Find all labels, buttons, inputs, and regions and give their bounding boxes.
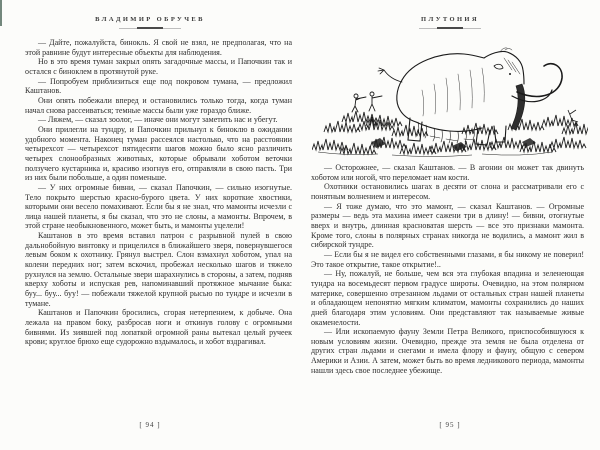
paragraph: Каштанов и Папочкин бросились, сгорая нетерпением, к добыче. Она лежала на правом боку, разбросав ноги и откинув голову с огромными бивнями. Из зиявшей под лопаткой огромной раны вытекал целый ручеек крови; круглое брюхо еще судорожно вздымалось, и хобот вздрагивал. [25, 308, 292, 347]
paragraph: — Если бы я не видел его собственными глазами, я бы никому не поверил! Это такое открытие, такое открытие!.. [311, 249, 584, 269]
paragraph: Но в это время туман закрыл опять загадочные массы, и Папочкин так и остался с биноклем в протянутой руке. [25, 57, 292, 76]
paragraph: Каштанов в это время вставил патрон с разрывной пулей в свою дальнобойную винтовку и прицелился в ближайшего зверя, повернувшегося левым боком к охотнику. Грянул выстрел. Слон взмахнул хоботом, упал на колени передних ног; затем вскочил, пробежал несколько шагов и тяжело рухнулся на землю. Остальные звери шарахнулись в стороны, а затем, подняв кверху хоботы и испуская рев, напоминавший протяжное мычание быка: буу... буу... буу! — побежали тяжелой крупной рысью по тундре и исчезли в тумане. [25, 231, 292, 308]
paragraph: — Дайте, пожалуйста, бинокль. Я свой не взял, не предполагая, что на этой равнине будут интересные объекты для наблюдения. [25, 38, 292, 57]
paragraph: — Ну, пожалуй, не больше, чем вся эта глубокая впадина и зеленеющая тундра на восемьдесят первом градусе широты. Очевидно, на этом полярном материке, совершенно отрезанном льдами от остальных стран нашей планеты и обладающем непонятно мягким климатом, мамонты сохранились до наших дней благодаря этим условиям. Они представляют так называемые живые окаменелости. [311, 269, 584, 327]
header-rule [119, 27, 181, 30]
header-rule-thick [437, 27, 463, 29]
right-page [300, 0, 600, 450]
paragraph: — У них огромные бивни, — сказал Папочкин, — сильно изогнутые. Тело покрыто шерстью красно-бурого цвета. У них короткие хвостики, которыми они весело помахивают. Если бы я не знал, что мамонты исчезли с лица нашей планеты, я бы сказал, что это не слоны, а мамонты. Впрочем, в этой стране необыкновенного, может быть, и мамонты уцелели! [25, 182, 292, 231]
header-rule-thick [137, 27, 163, 29]
paragraph: Охотники остановились шагах в десяти от слона и рассматривали его с понятным волнением и интересом. [311, 182, 584, 201]
running-head-title: ПЛУТОНИЯ [421, 16, 479, 23]
mammoth [378, 48, 562, 145]
paragraph: Они опять побежали вперед и остановились только тогда, когда туман начал снова рассеиваться; темные массы были уже гораздо ближе. [25, 95, 292, 115]
right-text-column [311, 163, 584, 375]
running-head-author: ВЛАДИМИР ОБРУЧЕВ [95, 16, 205, 23]
paragraph: — Ляжем, — сказал зоолог, — иначе они могут заметить нас и убегут. [38, 115, 278, 125]
paragraph: — Попробуем приблизиться еще под покровом тумана, — предложил Каштанов. [25, 76, 292, 96]
paragraph: — Осторожнее, — сказал Каштанов. — В агонии он может так двинуть хоботом или ногой, что переломает нам кости. [311, 163, 584, 182]
paragraph: — Я тоже думаю, что это мамонт, — сказал Каштанов. — Огромные размеры — ведь эта махина имеет сажени три в длину! — бивни, отогнутые вверх и внутрь, длинная красноватая шерсть — все это признаки мамонта. Кроме того, слоны в полярных странах никогда не водились, а мамонт жил в сибирской тундре. [311, 201, 584, 250]
page-number-right: [ 95 ] [439, 421, 461, 429]
paragraph: Они прилегли на тундру, и Папочкин прильнул к биноклю в ожидании удобного момента. Наконец туман рассеялся настолько, что на расстоянии четырехсот — четырехсот пятидесяти шагов можно было ясно различить четырех слонообразных животных, которые обрывали хоботом веточки ползучего кустарника и, красиво изогнув его, отправляли в свою пасть. Три из них были побольше, а один поменьше. [25, 124, 292, 183]
mammoth-illustration [312, 40, 588, 158]
left-text-column [25, 38, 292, 347]
hunters [352, 92, 382, 112]
header-rule [419, 27, 481, 30]
page-number-left: [ 94 ] [139, 421, 161, 429]
paragraph: — Или ископаемую фауну Земли Петра Великого, приспособившуюся к новым условиям жизни. Очевидно, прежде эта земля не была отделена от других стран льдами и снегами и имела флору и фауну, общую с севером Америки и Азии. А затем, может быть во время ледникового периода, мамонты нашли здесь свое последнее убежище. [311, 327, 584, 375]
